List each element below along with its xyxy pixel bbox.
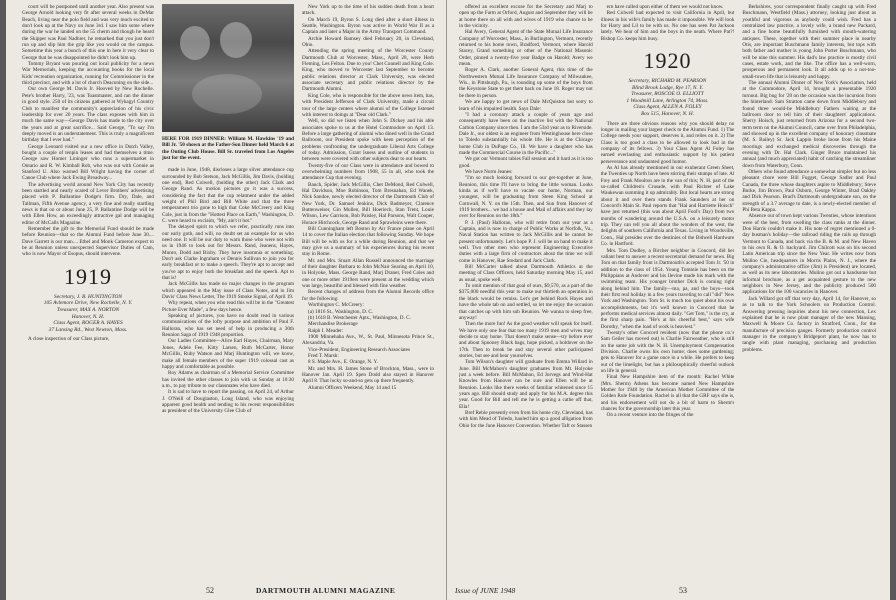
photo-caption: HERE FOR 1919 DINNER: William M. Hawkins '19 and Bill Jr. '50 shown at the Father-Son Dinner held March 6 at the Outing Club House. Bill Sr. traveled from Los Angeles just for the event. bbox=[162, 136, 294, 161]
paragraph: Jack McGillis has made no major changes in the program which appeared in the May issue of Class Notes, and in Jim Davis' Class News Letter, The 1919 Smoke Signal, of April 19. bbox=[162, 281, 294, 301]
right-page bbox=[447, 0, 890, 600]
paragraph: Ralph I. Meader: bbox=[308, 327, 344, 334]
paragraph: Merchandise Brokerage bbox=[308, 321, 358, 328]
left-column-2 bbox=[162, 4, 294, 578]
paragraph: The annual Alumni Dinner of New York's Association, held at the Commodore, April 14, brought a presentable 1920 turnout. Big bug for '20 on the occasion was the incursion from the hinterland: Sam Stratton came down from Middlebury and found three would-be Middlebury Fathers waiting at the ballroom door to tell him of their daughters' applications. Sherry Hoisch, just returned from Arizona for a second two-term term on the Alumni Council, came over from Philadelphia, and showed up in the excellent company of honorary classmate (M. S. Bailey) Sr. Jack Lappin broke loose from his Maine moorings and exchanged medical discoveries through the evening with Dr. Hal Clark. Ginger Bruce maintained his annual (and much appreciated) habit of catching the streamliner down from Waterbury, Conn. bbox=[742, 80, 877, 169]
paragraph: Hal Avery, General Agent of the State Mutual Life Insurance Company of Worcester, Mass., in Burlington, Vermont, recently returned to his home town, Bradford, Vermont, where Harold Stacey, Grand something or other of the National Masonic Order, pinned a twenty-five year Badge on Harold; Avery we mean. bbox=[459, 29, 593, 68]
paragraph: Jack Willard got off that very day, April 14, for Hanover, so as to talk to the York Schoolers on Production Control. Answering pressing inquiries about his new connection, Lex explained that he is now plant manager of the new Mansing, Maxwell & Moore Co. factory in Stratford, Conn., for the manufacture of precision gauges. Formerly production control manager in the company's Bridgeport plant, he now has to tangle with plant managing, purchasing and production problems. bbox=[742, 295, 877, 353]
officer-line: Blind Brook Lodge, Rye 17, N. Y. bbox=[631, 84, 704, 91]
paragraph: There are three obvious reasons why you should delay no longer in mailing your largest check to the Alumni Fund. 1) The College needs your support, deserves it, and relies on it. 2) The Class is too good a class to be allowed to look bad in the company of its fellows. 3) Your Class Agent Al Foley has earned everlasting and enthusiastic support by his patient perseverance and undaunted good humor. bbox=[600, 120, 735, 165]
left-page bbox=[6, 0, 447, 600]
paragraph: 8 S. Maple Ave., E. Orange, N. Y. bbox=[308, 359, 378, 366]
right-column-1 bbox=[459, 4, 593, 578]
paragraph: George Leonard visited our a new office in Dutch Valley, bought a couple of tenpin leases and had themselves a time. George saw Homer Lininger who runs a supermarket in Ontario and R. W. Kimball Rob, who was out with Connie as Stanford U. Also warned Bill Wright having the corner of Canoe Club where Jack Ewing Broadway... bbox=[22, 143, 154, 182]
paragraph: ern have called upon either of them we would not know. bbox=[606, 4, 724, 10]
paragraph: King Cole, who is responsible for the above news item, has, with President Jefferson of Clark University, made a circuit tour of the large centers where alumni of the College listened with interest to doings at "Dear old Clark." bbox=[302, 92, 434, 118]
officer-line: Class Agent, ALLEN A. FOLEY bbox=[633, 104, 702, 111]
paragraph: made in June, 1948, discloses a large silver attendance cup surrounded by Bob Stetson, Jack McGillis, Jim Davis, (holding one end), Red Colwell, (holding the other) Jack Clark and George Rand. As motion pictures go it was a success, considering the fact that the cup relatment under the added weight of Phil Bird and Bill White and that the three temperament trio gone to high that Coke McCreery and King Cole, just in from the "Hottest Place on Earth," Washington, D. C. were heard to exclaim, "My, ain't it hot." bbox=[162, 167, 294, 224]
paragraph: We are happy to get news of Dale McQuiston but sorry to learn of his impaired health. Says Dale: bbox=[459, 99, 593, 112]
paragraph: Bref Reble presently even from his home city, Cleveland, has with him Mead of Toledo, hauled him up a good alligation from Ohio for the June Hanover Convention. Whether Taft or Stassen bbox=[459, 410, 593, 429]
paragraph: Absence out of town kept various Twenties, whose intentions were of the best, from swelling the class ranks at the dinner. Don Harris couldn't make it. His note of regret mentioned a 0-day busman's holiday—the railroad riding the rails up through Vermont to Canada, and back via the B. & M. and New Haven to his own R. & O. backyard. Jim Chilcott was on his second Latin American trip since the New Year. He writes now from Mulino Cie, headquarters in Morris Plains, N. J., where the company's administrative office (Jim) is President) are located, as well as its new laboratories. Mulino got out a handsome but informal brochure, as a get acquainted gesture to the new neighbors in New Jersey, and the publicity produced 500 applications for the 100 vacancies in Hanover. bbox=[742, 213, 877, 296]
page-number-right: 53 bbox=[679, 586, 687, 595]
paragraph: It is sad to have to report the passing, on April 24, of Arthur J. O'Neill of Douglaston, Long Island, who was enjoying apparent good health and tending to his recent responsibilities as president of the University Glee Club of bbox=[162, 389, 294, 415]
class-officers-block-1920 bbox=[601, 78, 735, 118]
paragraph: The advertising world around New York City has recently been startled and nearly scared of Lever Brothers' advertising placed with P. Ballantine Dodge's firm. Dry, Dale, and Tallman, Fifth Avenue agency, a very fine and really startling news is that on or about June 25, P. Ballantine Dodge will be with Ellen How, an exceedingly attractive gal and managing editor of McCalls Magazine. bbox=[22, 181, 154, 226]
paragraph: On a recent venture into the fringes of the bbox=[606, 412, 694, 419]
left-col1-body bbox=[22, 4, 154, 258]
right-col3-body bbox=[742, 4, 876, 353]
class-photo bbox=[162, 4, 294, 132]
officer-line: Secretary, J. B. HUNTINGTON bbox=[54, 293, 122, 300]
right-col2-top bbox=[601, 4, 735, 42]
officer-line: Treasurer, ROSCOE O. ELLIOTT bbox=[631, 91, 704, 98]
paragraph: We have Norm Jeanes: bbox=[465, 168, 513, 175]
paragraph: Bauch, Spider, Jack McGillis, Chet DeMond, Red Colwell, Hal Davidson, Moe Robinson, Tom Bresnahan, Ed Wanek, Nick Sandoe, newly elected director of the Dartmouth Club of New York, Dr. Samuel Jenkins, Dick Badmeyer, Clarence Buttenweiser, Gin Mullen, Bill Hoeriech, Stan Trent, Louie Wilson, Lew Garrison, Bob Paisley, Hal Parsons, Walt Cooper, Horace Hitchcock, George Rand and Sprawleins were there. bbox=[302, 181, 434, 226]
magazine-spread bbox=[6, 0, 890, 600]
paragraph: Bill Cunningham left Boston by Air France plane on April 14 to cover the Italian election that following Sunday. We hope Bill will be with us for a while during Reunion, and that we may give us a summary of his experiences during his recent stay in Rome. bbox=[302, 226, 434, 258]
right-col1-body bbox=[459, 4, 593, 429]
paragraph: Mrs. Tom Dudley, a Bircher neighbor in Concord, did her valiant best to answer a recent secretarial demand for news. Big Tom on that family front is Dartmouth's accepted Tom Jr. '50 in addition to the class of 1954. Young Tommie has been on the Philippians at Andover and his Ilevine made his mark with the swimming team. His younger brother Dick is coming right along behind him. The family—ma, pa, and the boys—took their first real holiday in a few years traveling to call "did" New York and Washington. Tom Sr. is much too quiet about his own accomplishments, but it's well known in Concord that he performs medical services almost daily. "Get Tom," is the cry, at the first sharp pain. "He's at his cheerful best," says wife Dorothy, "when the load of work is heaviest." bbox=[600, 247, 735, 330]
officer-line: Secretary, RICHARD M. PEARSON bbox=[628, 78, 707, 85]
paragraph: Twenty's other Concord resident (now that the phone co.'s Sam Geiler has moved out) is Charlie Fairweather, who is still on the same job with the N. H. Unemployment Compensation Division. Charlie owns his own home; does some gardening; gets to Hanover for a game once in a while. He prefers to keep out of the limelight, but has a philosophically cheerful outlook on life in general. bbox=[600, 329, 735, 375]
left-column-3 bbox=[302, 4, 434, 578]
paragraph: Fred T. Marsh: bbox=[308, 352, 339, 359]
paragraph: Well, so did we listen when John S. Dickey and his able associates spoke to us at the Hotel Commodore on April 13. Before a large gathering of alumni who dined well in the Grand Ballroom, our President spoke with keen perception of the problems confronting the undergraduate Liberal Arts College of today. Admission, Grant Isness and outline of students in between were covered with other subjects dear to our hearts. bbox=[302, 118, 434, 163]
paragraph: court will be postponed until another year. Also present was George Arnold looking very fit after several weeks in DeMar Beach, living near the polo field and was very much excited to don't look up at the Navy on June 3rd. I saw him some where during the war he landed on the 55 cherm and though he heard the Skipper was Paul Nadhrer, he remarked that you just don't run up and slip him the grip like you would on the campus. Sometime this year a bunch of this one in here it very clear to George that he was disappointed he didn't look him up. bbox=[22, 4, 154, 61]
paragraph: (b) 1618 B. Westchester Apts., Washington, D. C. bbox=[308, 314, 411, 321]
class-year-heading-1920: 1920 bbox=[643, 48, 692, 74]
paragraph: Roy Adams as chairman of a Memorial Service Committee has invited the other classes to join with us Sunday at 10:30 a.m., to pay tribute to our classmates who have died. bbox=[162, 370, 294, 389]
paragraph: The delayed spirit to which we refer, practically runs into our early goth, and will, no doubt set an example for us who need one. It will be our duty to warn those who were not with us in 1946 to look out for Messrs. Rand, Jeanens, Hayes, Munro, Dodd and Bixby. They have insomnia or something. Don't ask Clarke Ingraham or Dennis Sullivan to join you for early breakfast or to make a speech. They're apt to accept and you've apt to enjoy both the breakfast and the speech. Apt to that is! bbox=[162, 224, 294, 282]
paragraph: Roger A. Clark, another General Agent, this time of the Northwestern Mutual Life Insurance Company of Milwaukee, Wis., in Pittsburgh, Pa., is rounding up some of the boys from the Keystone State to get them back on June 18. Roger may not be there in person. bbox=[459, 67, 593, 99]
paragraph: offered an excellent excuse for the Secretary and Marj to open up the Farm at Orford, August and September they will be at home there on all with and wives of 1919 who chance to be in the vicinity. bbox=[459, 4, 593, 30]
right-column-3 bbox=[742, 4, 876, 578]
paragraph: "I had a coronary attack a couple of years ago and consequently have been on the inactive list with the National Carbon Company since then. I am the 53rd year as to Riverside. Dale Jr., our oldest is an engineer from Westinghouse here close to Toledo substantially his whole life. He is at the Chicago home Club in DuPage Co., Ill. We have a daughter who has made the Commercial Course in the Pacific..." bbox=[459, 111, 593, 156]
paragraph: As Al has already mentioned in our exuberant Green Sheet, the Twenties up North have been stirring their stumps of late. Al Frey and Frank Moulton are in the van of this; N. H. part of the so-called Children's Crusade, with Paul Richter of Lake Waukewan summing it up admirably. But local hearts are strong about it and over them stands Frank Saunders at her on Concord's Main St. Paul reports that "Hal and Harriette Hoisch" have just returned (this was about April Fool's Day) from two months of wandering around the U.S.A. on a leisurely motor trip. They can tell you all about the wonders of the west, the delights of southern California and Texas. Living in Woodsville, Conn., Hal presides over the destinies of the Bidwell Hardware Co. in Hartford. bbox=[600, 165, 735, 248]
issue-line: Issue of JUNE 1948 bbox=[455, 586, 516, 595]
paragraph: Our own George M. Davis Jr. Hooved by New Rochelle. Pete's brother Harry, '23, was Toastmaster, and ran the dinner in good style. 250 of its citizens gathered at Wykagyl Country Club to manifest the community's appreciation of his civic leadership for over 20 years. The class exposes with him in much the same way—George Davis has made to the city over the years and at great sacrifice... Said George, "To say I'm deeply moved is an understatement. This is truly a magnificent birthday that I ever had." bbox=[22, 86, 154, 144]
paragraph: Then the more fun! As the good weather will speak for itself. We have only one fear that too many 1919 men and wives may decide to stay home. That doesn't make sense—try before ever and about Spooney Black bags, hope picked, a holdover on the 17th. Then to break be and stay several other parlicipated stories, but see and hear yourselves. bbox=[459, 321, 593, 359]
officer-line: 105 Avlemore Drive, New Rochelle, N. Y. bbox=[43, 300, 133, 307]
paragraph: Why repeat, when you who read this will be in the "Greatest Picture Ever Made", a few days hence. bbox=[162, 300, 294, 313]
paragraph: Tommy Bryant was pouring out local publicity for a news War Memorials, keeping the accounting books for the local Kids' recreation organization, running for Commissioner in the third precinct, and with a lot of church Deaconing on the side... bbox=[22, 61, 154, 87]
paragraph: 1900 Minnehaha Ave., W., St. Paul, Minnesota Prince St., Alexandria, Va. bbox=[302, 333, 434, 347]
left-col1-tail: A close inspection of our Class picture, bbox=[28, 336, 110, 343]
paragraph: Our Ladies Committee—Alice Earl Hayes, Chairman, Mary Jones, Adele Fee, Kitty Larsen, Ruth McCarter, Honor McGillis, Ruby Watson and Marj Huntington will, we know, make all female members of the super 1919 colossal cast as happy and comfortable as possible. bbox=[162, 338, 294, 370]
paragraph: Bill McCarter talked about Dartmouth Athletics at the meeting of Class Officers, held Saturday morning May 15, and as usual, spoke well. bbox=[459, 264, 593, 283]
officer-line: Class Agent, ROGER A. HAYES bbox=[53, 320, 123, 327]
paragraph: Berkshires, your correspondent finally caught up with Fred Buschmann, Westfield (Mass.) attorney, looking just about as youthful and vigorous as anybody could wish. Fred has a centralized law practice, a lovely wife, a brand new Packard, and a fine home beautifully furnished with mouth-watering antiques. These, together with their summer place in nearby Otis, are important Buschmann family interests, but tops with both father and mother is young John Porter Buschmann, who will be nine this summer. His dad's law practice is mostly civil cases, estate work, and the like. The office has a well-worn, prosperous and permanent look. It all adds up to a not-too-small-town life that is leisurely and happy. bbox=[742, 4, 877, 80]
officer-line: Box 515, Hanover, N. H. bbox=[641, 111, 694, 118]
paragraph: Final New Hampshire item of the month: Rachel White (Mrs. Sherm) Athens has become named New Hampshire Mother for 1948 by the American Mother Committee of the Golden Rule Foundation. Rachel is all that the GRF says she is, and his endorsement will not do a bit of harm to Sherm's chances for the governorship later this year. bbox=[600, 374, 735, 413]
officer-line: Hanover, N. H. bbox=[71, 313, 105, 320]
magazine-title: DARTMOUTH ALUMNI MAGAZINE bbox=[256, 586, 396, 595]
paragraph: Mr. and Mrs. Stuart Allan Russell announced the marriage of their daughter Barbara to John McNair Searing on April 10, in Holyoke, Mass. George Rand, Marj Draner, Fred Coles and one or more other 1919ers were present at the wedding which was large, beautiful and blessed with fine weather. bbox=[302, 257, 434, 290]
paragraph: On March 19, Byron S. Long died after a short illness in Seattle, Washington. Byron was active in World War II as a Captain and later a Major in the Army Transport Command. bbox=[302, 16, 434, 36]
right-col2-body bbox=[601, 121, 735, 419]
paragraph: Tom Wilson's daughter will graduate from Emma Willard in June. Bill McMahon's daughter graduates from Mt. Holyoke just a week before. Bill McMahon, Ed Jorvegs and Wind-Hat Knowles from Hanover can be sure and Ellen will be at Reunion. Looks like there weeks of familiar whitened since 15 years ago. Bill should study and apply for his M.A. degree this year. Good for Bill and tell me he is getting a cathe off that, Ella! bbox=[459, 359, 593, 410]
paragraph: Twenty-five of our Class were in attendance and bowed to overwhelming numbers from 1908, 55 in all, who took the attendance Cup that evening. bbox=[302, 162, 434, 182]
paragraph: To omit mention of that goal of ours, $9,570, as a part of the $375,000 needful this year to make our thirtieth an operation in the black would be remiss. Let's get behind Rock Hayes and have the whole tab on and settled, so let me enjoy the occasion that catches up with him sub Reunion. We wanna to sleep free, anyway! bbox=[459, 283, 593, 321]
left-columns bbox=[22, 4, 434, 578]
page-number-left: 52 bbox=[206, 586, 214, 595]
left-col2-body bbox=[162, 167, 294, 414]
paragraph: Remember the gift to the Memorial Fund should be made before Reunion—that so the Alumni Fund before June 30.... Dave Garrett is our man.... Ethel and Monk Cameron expect to be at Reunion unless unexpected Supervisor Duties of Cam, who is now Mayor of Esopus, should intervene. bbox=[22, 226, 154, 258]
officer-line: Treasurer, MAX A. NORTON bbox=[56, 306, 120, 313]
left-column-1 bbox=[22, 4, 154, 578]
paragraph: (a) 1816 St., Washington, D. C. bbox=[308, 308, 374, 315]
officer-line: 37 Lansing Rd., West Newton, Mass. bbox=[48, 326, 128, 333]
paragraph: Others who found attendance a somewhat simpler but no less pleasant chore were Bill Fugget, George Sadler and Paul Canada, the three whose daughters aspire to Middlebury; Steve Burke, Jim Brown, Paul Osborn, George Winter, Brad Oakley and Dick Pearson. Brad's Dartmouth undergraduate son, on the strength of a 3.7 average to date, is a newly-elected member of Phi Beta Kappa. bbox=[742, 168, 877, 213]
left-footer bbox=[6, 581, 446, 595]
officer-line: 1 Woodmill Lane, Arlington 74, Mass. bbox=[626, 97, 709, 104]
right-column-2 bbox=[601, 4, 735, 578]
paragraph: P. J. (Paul) Halloran, who will retire from our year as a Captain, and is now in charge of Public Works at Norfolk, Va., Naval Station has written to Jack McGillis and he cannot be present unfortunately. Let's hope P. J. will be on hand to make it well. Two other men who represent Engineering Executive duties with a large firm of contractors about the time we will come in Hanover, Rae Stodard and Jack Clark. bbox=[459, 219, 593, 264]
left-col3-body bbox=[302, 4, 434, 391]
class-year-heading: 1919 bbox=[64, 263, 112, 289]
paragraph: We got our Vermont rabies Fall session and it hard as it is too good. bbox=[459, 156, 593, 169]
right-columns bbox=[459, 4, 876, 578]
right-footer bbox=[447, 581, 890, 595]
paragraph: Worthington C. McCreery: bbox=[308, 302, 364, 309]
paragraph: Archie Howard Ramsey died February 20, in Cleveland, Ohio. bbox=[302, 35, 434, 49]
paragraph: Vice-President, Engineering Research Associates bbox=[308, 346, 410, 353]
paragraph: Speaking of pictures, you have no doubt read in various communications of the lofty purpose and ambition of Paul F. Halloran, who has set need of help in producing a 30th Reunion Saga of 1919 1948 proportion. bbox=[162, 313, 294, 339]
paragraph: Alumni Officers Weekend, May 14 and 15 bbox=[308, 384, 397, 391]
paragraph: New York up to the time of his sudden death from a heart attack. bbox=[302, 4, 434, 17]
paragraph: Recent changes of address from the Alumni Records office for the following: bbox=[302, 289, 434, 302]
paragraph: "I'm so much looking forward to our get-together at June, Reunion, this time I'll have to bring the little woman. Looks kinda as if we'll have to vacate our home, Norman, our youngest, will be graduating from Steen King School at Cornwall, N. Y. on the 15th. Then, and Sun from Hanover of 1919 brothers... we had a house and Mail of affairs and they lay over for Reunion on the 18th." bbox=[459, 175, 593, 220]
paragraph: Red Colwell had expected to visit California in April, but illness in his wife's family has made it impossible. We will look for Harry and Lil to be with us. No one has seen Pat Jackson lately. We hear of him and the boys in the neath. Where Pat?! Bishop Co. keeps him busy. bbox=[600, 10, 735, 42]
paragraph: Mr. and Mrs. H. James Stone of Brockton, Mass., were in Hanover Jan. April 19. Spen Dodd also stayed in Hanover April 8. That lucky so-and-so gets up there frequently. bbox=[302, 365, 434, 385]
paragraph: Attending the spring meeting of the Worcester County Dartmouth Club at Worcester, Mass., April 28, were Herb Fleming, Les Felton. Due to you! Chet Cunnell and King Cole. King, who moved to Worcester last September to become public relations director at Clark University, was elected associate secretary and public relations director by the Dartmouth Alumni. bbox=[302, 48, 434, 93]
class-officers-block bbox=[22, 294, 154, 334]
